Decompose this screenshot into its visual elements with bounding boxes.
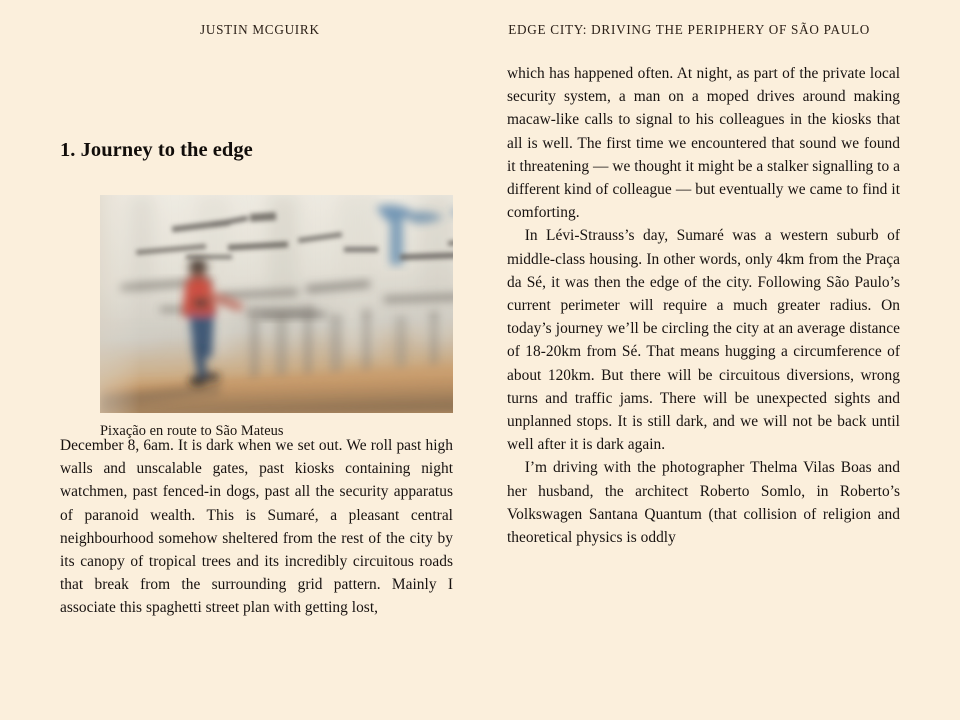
figure-caption: Pixação en route to São Mateus bbox=[100, 423, 284, 439]
right-paragraph-3: I’m driving with the photographer Thelma Vilas Boas and her husband, the architect Roberto Somlo, in Roberto’s Volkswagen Santana Quantum (that collision of religion and theoretical physics is oddly bbox=[507, 459, 900, 547]
right-paragraph-1: which has happened often. At night, as part of the private local security system, a man on a moped drives around making macaw-like calls to signal to his colleagues in the kiosks that all is well. The first time we encountered that sound we found it threatening — we thought it might be a stalker signalling to a different kind of colleague — but eventually we came to find it comforting. bbox=[507, 65, 900, 222]
running-head-title: EDGE CITY: DRIVING THE PERIPHERY OF SÃO PAULO bbox=[508, 22, 870, 37]
figure bbox=[100, 195, 453, 440]
running-head bbox=[60, 22, 900, 42]
photo-pixacao-wall bbox=[100, 195, 453, 413]
left-column-paragraph: December 8, 6am. It is dark when we set out. We roll past high walls and unscalable gates, past kiosks containing night watchmen, past fenced-in dogs, past all the security apparatus of paranoid wealth. This is Sumaré, a pleasant central neighbourhood somehow sheltered from the rest of the city by its canopy of tropical trees and its incredibly circuitous roads that break from the surrounding grid pattern. Mainly I associate this spaghetti street plan with getting lost, bbox=[60, 437, 453, 617]
running-head-author: JUSTIN MCGUIRK bbox=[200, 22, 320, 37]
right-paragraph-2: In Lévi-Strauss’s day, Sumaré was a western suburb of middle-class housing. In other words, only 4km from the Praça da Sé, it was then the edge of the city. Following São Paulo’s current perimeter will require a much greater radius. On today’s journey we’ll be circling the city at an average distance of 18-20km from Sé. That means hugging a circumference of about 120km. But there will be circuitous diversions, wrong turns and traffic jams. There will be unexpected sights and unplanned stops. It is still dark, and we will not be back until well after it is dark again. bbox=[507, 227, 900, 454]
left-column bbox=[60, 62, 453, 662]
right-column bbox=[507, 62, 900, 662]
right-column-flow bbox=[507, 62, 900, 549]
body-columns bbox=[60, 62, 900, 662]
section-heading: 1. Journey to the edge bbox=[60, 139, 253, 161]
